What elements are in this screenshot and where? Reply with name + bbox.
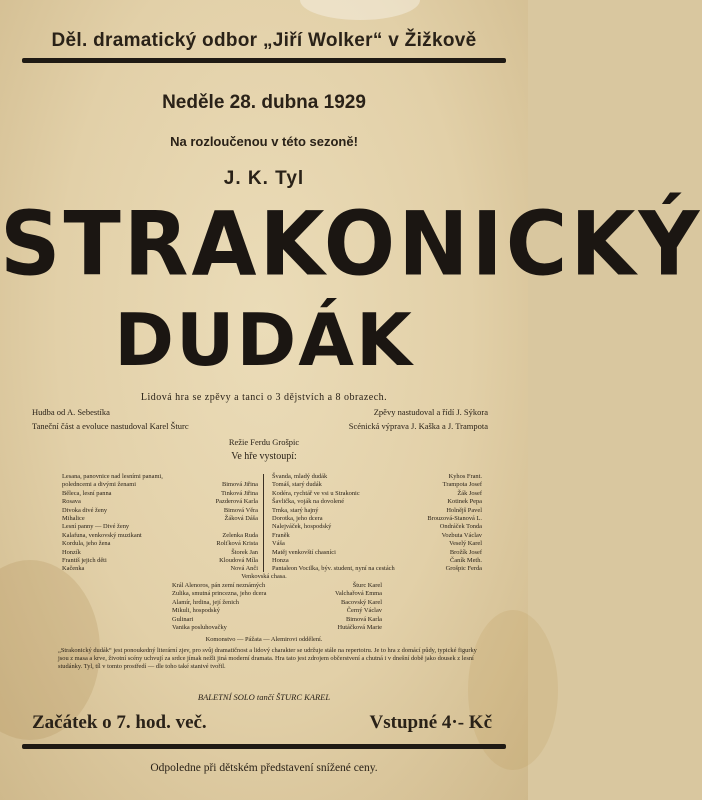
cast-row <box>62 507 258 515</box>
nobles-heading: Venkovská chasa. <box>241 573 287 580</box>
cast-row <box>272 515 482 523</box>
cast-row <box>272 498 482 506</box>
actor-name: Rolťková Krista <box>216 540 258 548</box>
cast-divider <box>263 474 264 572</box>
role-name: Král Alenoros, pán zemí neznámých <box>172 582 266 589</box>
cast-row <box>62 557 258 565</box>
top-rule <box>22 58 506 63</box>
cast-row <box>172 582 382 590</box>
play-title-line2: DUDÁK <box>114 298 414 382</box>
credit-songs: Zpěvy nastudoval a řídí J. Sýkora <box>373 407 488 417</box>
role-name: Mihalice <box>62 515 85 523</box>
actor-name: Veselý Karel <box>449 540 482 548</box>
play-title-line1: STRAKONICKÝ <box>0 192 702 296</box>
role-name: Běleca, lesní panna <box>62 489 112 497</box>
actor-name: Grošpic Ferda <box>445 565 482 573</box>
actor-name: Bacovský Karel <box>341 598 382 606</box>
actor-name: Žáková Dáša <box>224 515 258 523</box>
cast-row <box>272 473 482 481</box>
cast-row <box>272 540 482 548</box>
role-name: Kordula, jeho žena <box>62 540 111 548</box>
actor-name: Hutáčková Marie <box>337 624 382 632</box>
role-name: Kačenka <box>62 565 85 573</box>
actor-name: Valchařová Emma <box>334 590 382 598</box>
credit-director: Režie Ferdu Grošpic <box>228 437 300 447</box>
role-name: Dorotka, jeho dcera <box>272 515 323 523</box>
performance-date: Neděle 28. dubna 1929 <box>162 92 366 113</box>
credit-music: Hudba od A. Sebestíka <box>32 407 110 417</box>
actor-name: Holnějš Pavel <box>446 506 482 514</box>
role-name: Kodéra, rychtář ve vsi u Strakonic <box>272 489 360 497</box>
cast-row <box>272 481 482 489</box>
cast-row <box>172 624 382 632</box>
cast-row <box>272 557 482 565</box>
actor-name: Vozbuta Václav <box>441 531 482 539</box>
role-name: Šavlička, voják na dovolené <box>272 498 345 506</box>
admission-price: Vstupné 4·- Kč <box>369 712 492 733</box>
cast-row <box>272 532 482 540</box>
role-name: Zulika, smutná princezna, jeho dcera <box>172 590 267 598</box>
role-name: Kalafuna, venkovský muzikant <box>62 531 142 539</box>
ballet-solo: BALETNÍ SOLO tančí ŠTURC KAREL <box>197 692 331 702</box>
role-name: Švanda, mladý dudák <box>272 473 328 480</box>
role-name: Mikuli, hospodský <box>172 607 220 615</box>
cast-row <box>62 515 258 523</box>
cast-row <box>272 490 482 498</box>
cast-row <box>62 490 258 498</box>
actor-name: Brožík Josef <box>449 548 482 556</box>
actor-name: Nová Anči <box>230 565 258 573</box>
role-name: Tomáš, starý dudák <box>272 481 322 489</box>
actor-name: Tinková Jiřina <box>221 489 258 497</box>
cast-list-left <box>62 473 258 574</box>
actor-name: Štorek Jan <box>231 548 258 556</box>
actor-name: Pazderová Karla <box>215 498 258 506</box>
cast-row <box>62 549 258 557</box>
actor-name: Bimová Věra <box>223 506 258 514</box>
role-name: Gulinari <box>172 615 194 623</box>
actor-name: Čaník Meth. <box>450 557 482 565</box>
role-name: Nalejváček, hospodský <box>272 523 332 531</box>
cast-row <box>272 507 482 515</box>
play-note: „Strakonický dudák“ jest ponoukedný literární zjev, pro svůj dramatičnost a lidový charakter se udržuje stále na repertoiru. Je to hra z domácí půdy, typické figurky jsou z masa a krve, životní scény uchvují za srdce jímak nežli jiná moderní dramata. Hra tato jest zdrojem občerstvení a chutná i v dnešní době jako dousek z lesní studánky. Tyl, tíl v tomto prostředí — dle toho také stanivé tvořil. <box>58 647 477 671</box>
cast-row <box>62 498 258 506</box>
role-name: Trnka, starý hajný <box>272 506 319 514</box>
cast-row <box>172 616 382 624</box>
matinee-note: Odpoledne při dětském představení snížené ceny. <box>150 762 378 774</box>
cast-row <box>62 473 258 481</box>
cast-row <box>62 540 258 548</box>
actor-name: Kloudová Míla <box>219 557 258 565</box>
role-name: Honza <box>272 557 289 565</box>
role-name: Pantaleon Vocilka, býv. student, nyní na cestách <box>272 565 395 573</box>
cast-row <box>62 481 258 489</box>
actor-name: Kotinek Pepa <box>447 498 482 506</box>
tear-mark <box>300 0 420 20</box>
role-name: Vanika posluhovačky <box>172 624 227 632</box>
role-name: Franěk <box>272 531 290 539</box>
cast-row <box>172 607 382 615</box>
role-name: Matěj venkovští chasníci <box>272 548 336 556</box>
role-name: poledncemi a divými ženami <box>62 481 137 489</box>
bottom-rule <box>22 744 506 749</box>
actor-name: Bimová Karla <box>345 615 382 623</box>
role-name: Divoka divé ženy <box>62 506 108 514</box>
cast-row <box>172 590 382 598</box>
author: J. K. Tyl <box>223 168 305 189</box>
credit-dance: Taneční část a evoluce nastudoval Karel Šturc <box>32 421 189 431</box>
actor-name: Trampota Josef <box>442 481 482 489</box>
actor-name: Brouzová-Stanová L. <box>427 515 482 523</box>
actor-name: Žák Josef <box>457 489 482 497</box>
role-name: Rosava <box>62 498 81 506</box>
cast-row <box>62 523 258 531</box>
actor-name: Černý Václav <box>346 607 382 615</box>
start-time: Začátek o 7. hod. več. <box>32 712 207 733</box>
actor-name: Ondráček Tonda <box>439 523 482 531</box>
cast-row <box>272 549 482 557</box>
actor-name: Kyhos Frant. <box>448 473 482 480</box>
role-name: Alamír, hrdina, její ženich <box>172 598 239 606</box>
cast-list-bottom <box>172 582 382 632</box>
credit-scenery: Scénická výprava J. Kaška a J. Trampota <box>348 421 488 431</box>
role-name: Lesní panny — Divé ženy <box>62 523 130 531</box>
role-name: Váša <box>272 540 285 548</box>
role-name: Lesana, panovnice nad lesními panami, <box>62 473 163 480</box>
genre-line: Lidová hra se zpěvy a tanci o 3 dějstvích a 8 obrazech. <box>140 392 388 403</box>
farewell-line: Na rozloučenou v této sezoně! <box>170 134 358 149</box>
cast-row <box>62 532 258 540</box>
organization-header: Děl. dramatický odbor „Jiří Wolker“ v Žižkově <box>51 30 477 51</box>
cast-heading: Ve hře vystoupí: <box>231 451 297 462</box>
role-name: Honzík <box>62 548 81 556</box>
cast-row <box>272 523 482 531</box>
cast-row <box>172 599 382 607</box>
actor-name: Bimová Jiřina <box>221 481 258 489</box>
extras-line: Komonstvo — Pážata — Alemirovi oddělení. <box>205 636 323 643</box>
cast-list-right <box>272 473 482 574</box>
actor-name: Zelenka Ruda <box>222 531 258 539</box>
actor-name: Šturc Karel <box>352 582 382 589</box>
role-name: Františ jejich děti <box>62 557 107 565</box>
